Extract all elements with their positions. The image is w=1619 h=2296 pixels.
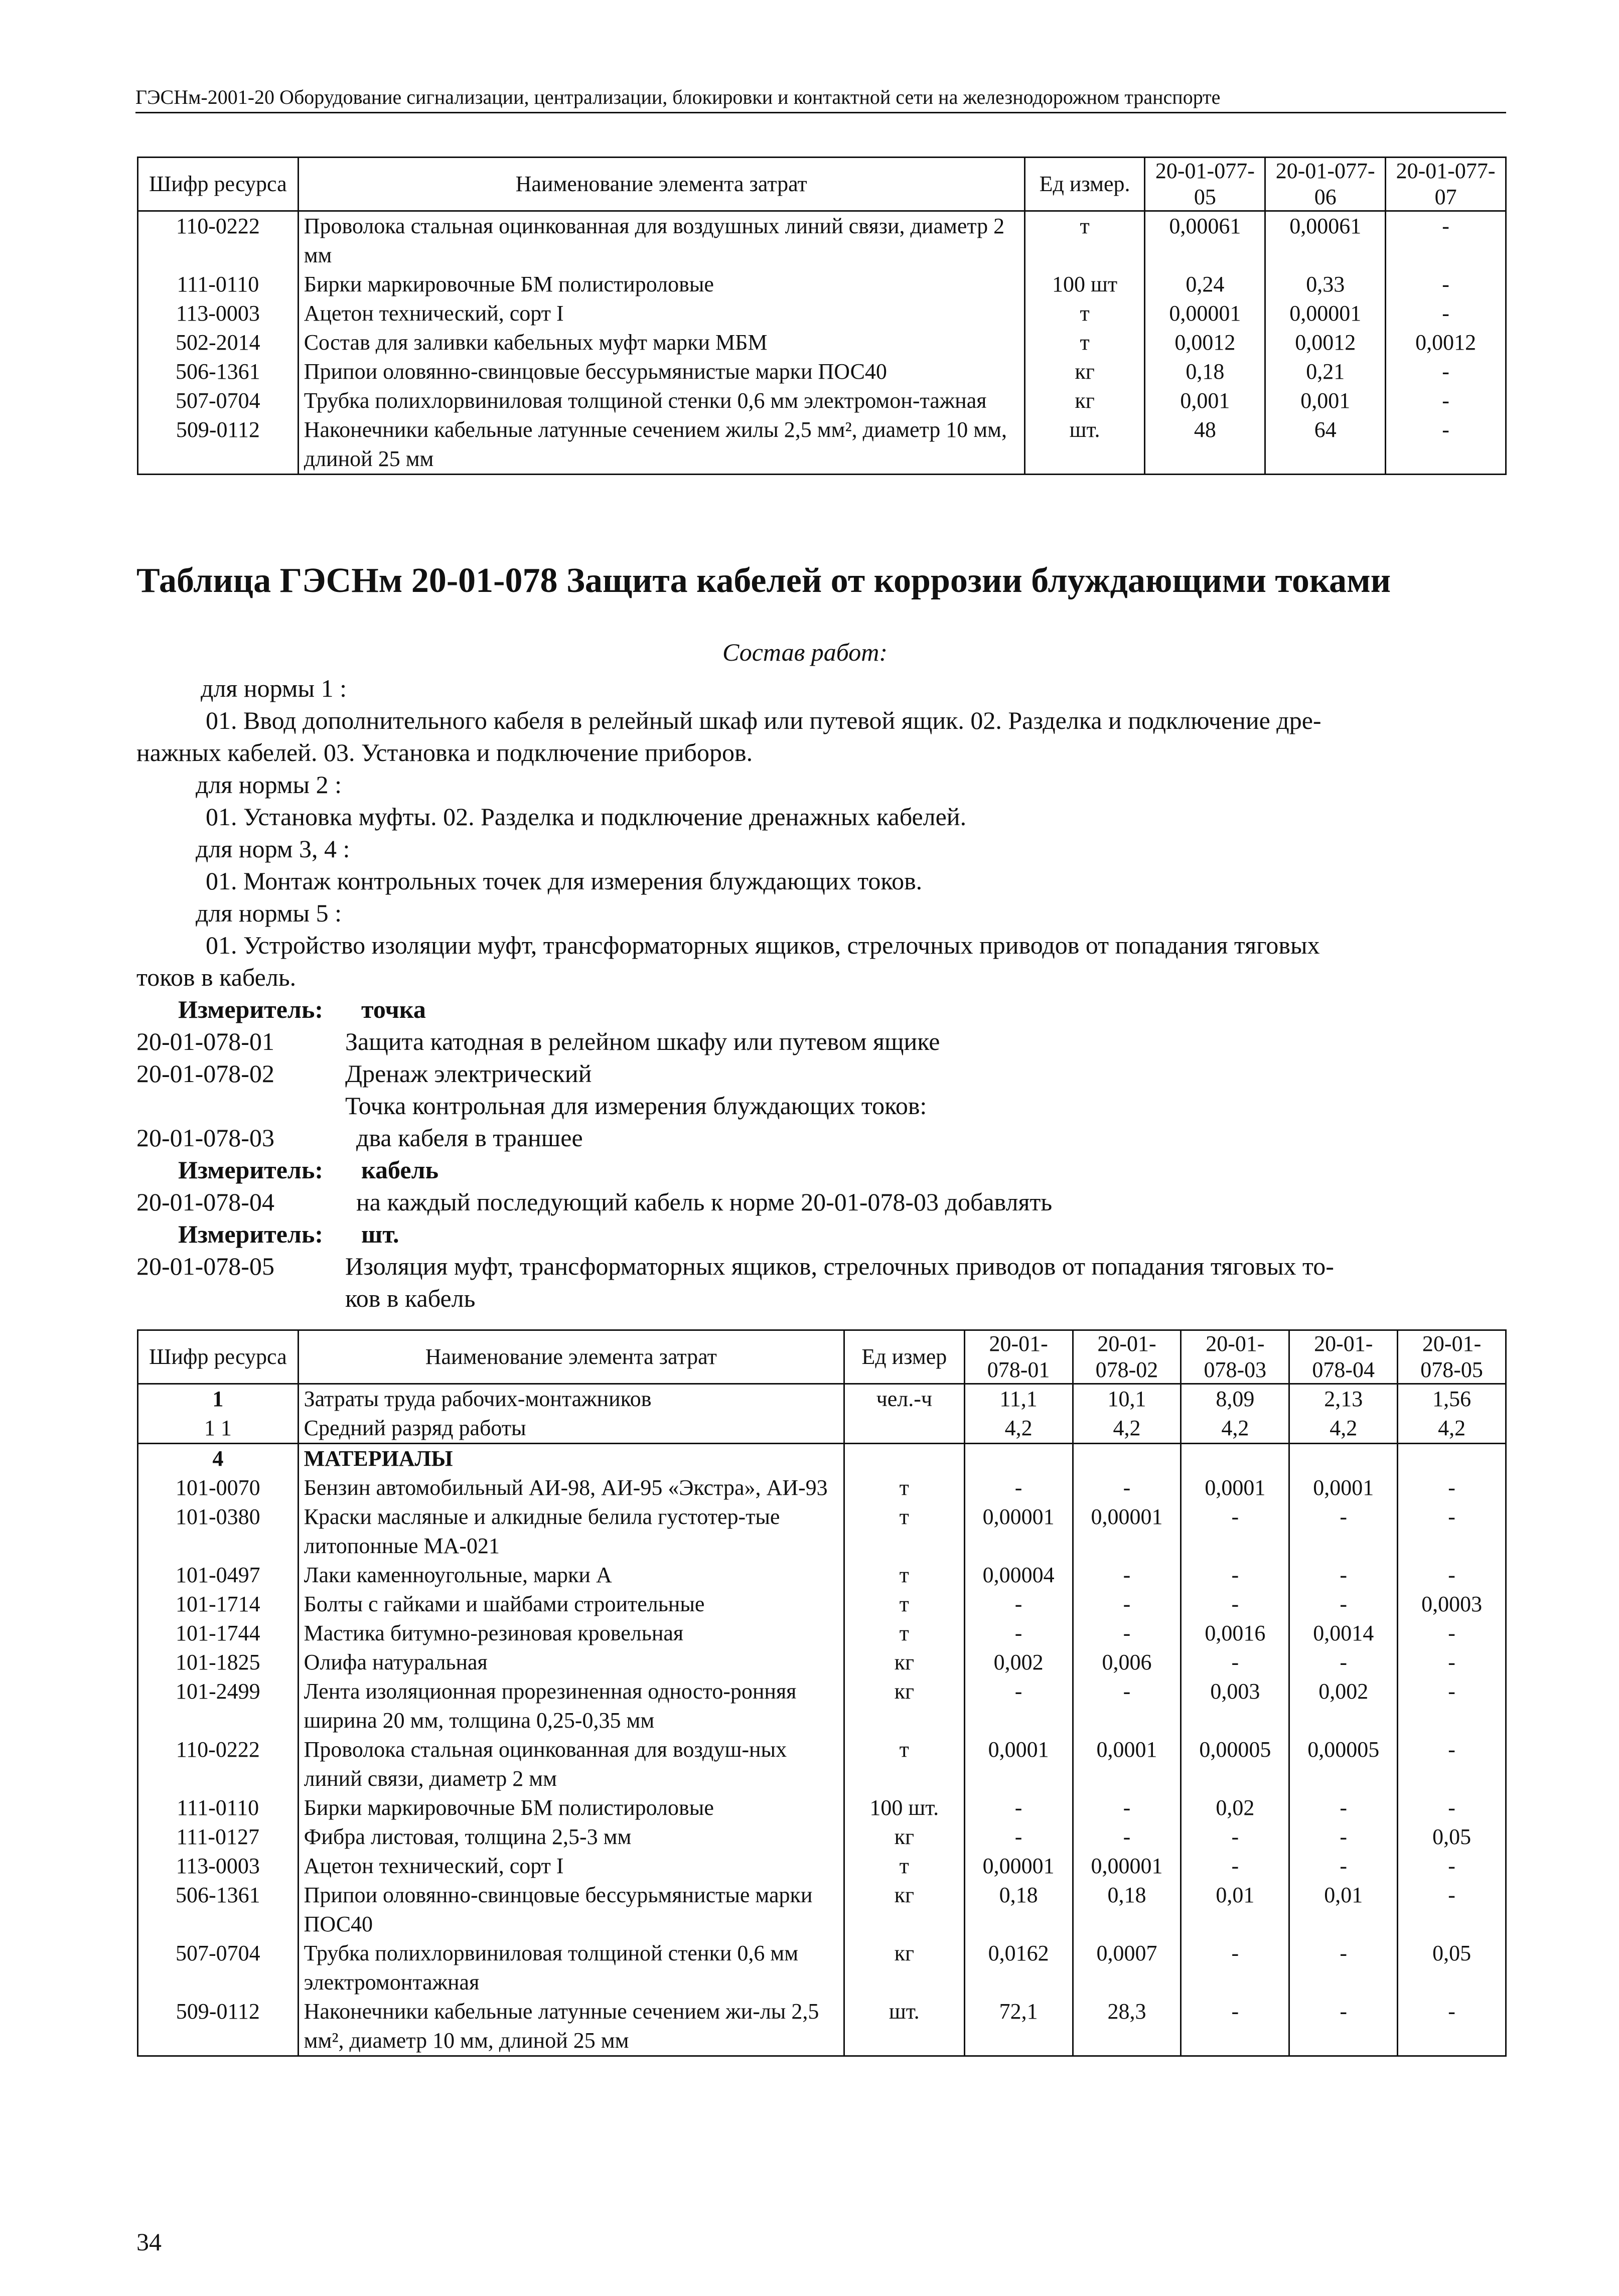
value-cell: 4,2 [1289,1414,1398,1444]
value-cell: - [964,1822,1073,1852]
value-cell: 64 [1265,415,1386,475]
value-cell: - [1289,1590,1398,1619]
unit-cell: т [1024,211,1145,270]
value-cell: 0,0001 [1289,1473,1398,1502]
value-cell: 2,13 [1289,1384,1398,1414]
resource-code: 101-1744 [138,1619,299,1648]
work-text: 01. Ввод дополнительного кабеля в релейный шкаф или путевой ящик. 02. Разделка и подключение дре- [206,706,1321,734]
value-cell: 0,33 [1265,270,1386,299]
resource-code: 101-1825 [138,1648,299,1677]
col-header: Шифр ресурса [138,1330,299,1384]
value-cell: 4,2 [964,1414,1073,1444]
resource-name: Трубка полихлорвиниловая толщиной стенки 0,6 мм электромонтажная [298,1939,844,1997]
unit-cell: кг [1024,357,1145,386]
resource-name: Средний разряд работы [298,1414,844,1444]
value-cell: - [1181,1502,1289,1561]
value-cell: 0,0012 [1265,328,1386,357]
value-cell: - [1398,1561,1506,1590]
value-cell: 28,3 [1073,1997,1181,2056]
value-cell: 4,2 [1398,1414,1506,1444]
table-row [138,1939,1506,1997]
value-cell: - [1398,1677,1506,1735]
unit-cell: кг [1024,386,1145,415]
table-row [138,1444,1506,1474]
meter-unit: кабель [361,1156,439,1184]
norm-label: для нормы 2 : [196,771,342,799]
resource-name: Болты с гайками и шайбами строительные [298,1590,844,1619]
resource-code: 111-0110 [138,270,299,299]
value-cell [1398,1444,1506,1474]
table-row [138,1677,1506,1735]
value-cell: - [1181,1852,1289,1881]
table-row [138,1793,1506,1822]
value-cell: - [1386,299,1506,328]
value-cell: - [964,1473,1073,1502]
value-cell: 0,00001 [1073,1852,1181,1881]
unit-cell [844,1444,964,1474]
value-cell: 0,0001 [964,1735,1073,1793]
norm-code: 20-01-078-01 [136,1027,274,1055]
work-text: 01. Установка муфты. 02. Разделка и подключение дренажных кабелей. [206,803,967,831]
resource-name: Проволока стальная оцинкованная для воздушных линий связи, диаметр 2 мм [298,211,1024,270]
resource-code: 101-0380 [138,1502,299,1561]
value-cell: 0,0162 [964,1939,1073,1997]
resource-code: 113-0003 [138,1852,299,1881]
unit-cell: т [844,1561,964,1590]
resource-code: 111-0110 [138,1793,299,1822]
resource-name: Лаки каменноугольные, марки А [298,1561,844,1590]
unit-cell: кг [844,1939,964,1997]
resource-code: 101-0497 [138,1561,299,1590]
resource-code: 509-0112 [138,415,299,475]
col-header: Наименование элемента затрат [298,1330,844,1384]
resource-name: Припои оловянно-свинцовые бессурьмянистые марки ПОС40 [298,1881,844,1939]
table-row [138,328,1506,357]
value-cell: 0,00001 [1073,1502,1181,1561]
unit-cell: шт. [1024,415,1145,475]
value-cell [1181,1444,1289,1474]
value-cell: 0,00005 [1181,1735,1289,1793]
resource-name: Припои оловянно-свинцовые бессурьмянистые марки ПОС40 [298,357,1024,386]
norm-code: 20-01-078-04 [136,1188,274,1216]
resource-code: 506-1361 [138,1881,299,1939]
value-cell: 0,0003 [1398,1590,1506,1619]
resource-code: 111-0127 [138,1822,299,1852]
value-cell: 0,0001 [1181,1473,1289,1502]
unit-cell: т [844,1590,964,1619]
col-header: Шифр ресурса [138,158,299,211]
col-header: Наименование элемента затрат [298,158,1024,211]
resource-code: 101-1714 [138,1590,299,1619]
value-cell: - [1398,1997,1506,2056]
value-cell: 4,2 [1181,1414,1289,1444]
value-cell: 0,05 [1398,1822,1506,1852]
value-cell: 72,1 [964,1997,1073,2056]
value-cell: 0,002 [1289,1677,1398,1735]
resource-code: 506-1361 [138,357,299,386]
table-row [138,1997,1506,2056]
col-header: Ед измер [844,1330,964,1384]
unit-cell: т [844,1852,964,1881]
value-cell: 0,0007 [1073,1939,1181,1997]
norm-description: два кабеля в траншее [356,1124,583,1152]
resource-code: 1 [138,1384,299,1414]
resource-code: 110-0222 [138,211,299,270]
table-row [138,1822,1506,1852]
norm-description: на каждый последующий кабель к норме 20-01-078-03 добавлять [356,1188,1053,1216]
value-cell: 0,00001 [1145,299,1265,328]
norm-description: Защита катодная в релейном шкафу или путевом ящике [345,1027,940,1055]
table-row [138,1384,1506,1414]
value-cell: - [1289,1939,1398,1997]
value-cell: 0,05 [1398,1939,1506,1997]
resource-name: Трубка полихлорвиниловая толщиной стенки 0,6 мм электромон-тажная [298,386,1024,415]
work-text: 01. Монтаж контрольных точек для измерения блуждающих токов. [206,867,923,895]
meter-label: Измеритель: [178,995,324,1023]
unit-cell: т [844,1619,964,1648]
value-cell: 0,00004 [964,1561,1073,1590]
norm-description: Изоляция муфт, трансформаторных ящиков, стрелочных приводов от попадания тяговых то- [345,1252,1334,1280]
value-cell: - [1398,1881,1506,1939]
col-header: 20-01-078-03 [1181,1330,1289,1384]
value-cell: 0,21 [1265,357,1386,386]
value-cell: - [1398,1619,1506,1648]
table-row [138,415,1506,475]
resource-table-078 [137,1329,1507,2057]
unit-cell: т [844,1473,964,1502]
table-row [138,1852,1506,1881]
work-text: 01. Устройство изоляции муфт, трансформаторных ящиков, стрелочных приводов от попадания тяговых [206,931,1320,959]
norm-label: для нормы 1 : [201,674,347,702]
meter-unit: шт. [361,1220,399,1248]
value-cell: - [1073,1473,1181,1502]
resource-name: Ацетон технический, сорт I [298,299,1024,328]
table-row [138,1590,1506,1619]
value-cell: 0,02 [1181,1793,1289,1822]
value-cell: - [1181,1561,1289,1590]
resource-name: Ацетон технический, сорт I [298,1852,844,1881]
value-cell: - [1073,1822,1181,1852]
meter-label: Измеритель: [178,1156,324,1184]
table-row [138,211,1506,270]
value-cell: - [1398,1502,1506,1561]
resource-code: 4 [138,1444,299,1474]
resource-code: 101-0070 [138,1473,299,1502]
unit-cell: т [1024,328,1145,357]
value-cell: - [1073,1793,1181,1822]
resource-name: Наконечники кабельные латунные сечением жи-лы 2,5 мм², диаметр 10 мм, длиной 25 мм [298,1997,844,2056]
table-row [138,299,1506,328]
value-cell: 11,1 [964,1384,1073,1414]
unit-cell: чел.-ч [844,1384,964,1414]
norm-description: ков в кабель [345,1284,476,1312]
value-cell: 8,09 [1181,1384,1289,1414]
unit-cell: кг [844,1881,964,1939]
col-header: 20-01-078-04 [1289,1330,1398,1384]
value-cell: - [1289,1852,1398,1881]
unit-cell: кг [844,1822,964,1852]
value-cell: 0,00001 [964,1852,1073,1881]
col-header: 20-01-077-06 [1265,158,1386,211]
meter-unit: точка [361,995,426,1023]
value-cell: - [1289,1822,1398,1852]
value-cell: - [964,1793,1073,1822]
resource-name: Затраты труда рабочих-монтажников [298,1384,844,1414]
resource-name: Состав для заливки кабельных муфт марки МБМ [298,328,1024,357]
value-cell: - [964,1590,1073,1619]
value-cell: 0,18 [1073,1881,1181,1939]
value-cell [1289,1444,1398,1474]
value-cell: - [964,1619,1073,1648]
resource-code: 1 1 [138,1414,299,1444]
value-cell: 0,01 [1181,1881,1289,1939]
value-cell: - [1181,1997,1289,2056]
resource-code: 507-0704 [138,1939,299,1997]
value-cell: - [1073,1561,1181,1590]
work-text: нажных кабелей. 03. Установка и подключение приборов. [136,738,753,767]
table-row [138,270,1506,299]
resource-name: Олифа натуральная [298,1648,844,1677]
unit-cell: т [844,1735,964,1793]
section-heading: МАТЕРИАЛЫ [298,1444,844,1474]
value-cell: 0,001 [1145,386,1265,415]
value-cell: 10,1 [1073,1384,1181,1414]
value-cell: - [1398,1648,1506,1677]
table-header-row [138,158,1506,211]
value-cell: 0,18 [1145,357,1265,386]
resource-name: Фибра листовая, толщина 2,5-3 мм [298,1822,844,1852]
work-composition-title: Состав работ: [722,638,888,666]
value-cell [1073,1444,1181,1474]
col-header: 20-01-078-02 [1073,1330,1181,1384]
value-cell: - [1289,1502,1398,1561]
col-header: Ед измер. [1024,158,1145,211]
work-text: токов в кабель. [136,963,297,991]
value-cell: - [1386,357,1506,386]
value-cell: - [1386,270,1506,299]
norm-label: для нормы 5 : [196,899,342,927]
table-row [138,1414,1506,1444]
value-cell: 0,00001 [1265,299,1386,328]
resource-table-077 [137,157,1507,475]
resource-name: Краски масляные и алкидные белила густотер-тые литопонные МА-021 [298,1502,844,1561]
table-row [138,386,1506,415]
value-cell: 0,00061 [1145,211,1265,270]
value-cell: 0,01 [1289,1881,1398,1939]
norm-description: Дренаж электрический [345,1059,592,1088]
value-cell: 0,001 [1265,386,1386,415]
value-cell: - [1289,1561,1398,1590]
value-cell: - [1073,1619,1181,1648]
table-row [138,1648,1506,1677]
resource-name: Бирки маркировочные БМ полистироловые [298,270,1024,299]
running-header: ГЭСНм-2001-20 Оборудование сигнализации, централизации, блокировки и контактной сети на железнодорожном транспорте [135,85,1506,113]
norm-code: 20-01-078-03 [136,1124,274,1152]
value-cell: - [1398,1735,1506,1793]
value-cell: - [1398,1473,1506,1502]
value-cell: - [1181,1939,1289,1997]
value-cell: 0,00005 [1289,1735,1398,1793]
value-cell: - [1398,1793,1506,1822]
value-cell: - [1386,415,1506,475]
table-row [138,1881,1506,1939]
value-cell: - [1398,1852,1506,1881]
value-cell: 0,0001 [1073,1735,1181,1793]
resource-name: Наконечники кабельные латунные сечением жилы 2,5 мм², диаметр 10 мм, длиной 25 мм [298,415,1024,475]
resource-code: 507-0704 [138,386,299,415]
unit-cell: 100 шт. [844,1793,964,1822]
value-cell: 0,0016 [1181,1619,1289,1648]
value-cell: - [1386,386,1506,415]
table-row [138,357,1506,386]
resource-name: Бирки маркировочные БМ полистироловые [298,1793,844,1822]
value-cell [964,1444,1073,1474]
value-cell: - [1181,1648,1289,1677]
value-cell: - [1289,1997,1398,2056]
value-cell: 48 [1145,415,1265,475]
value-cell: - [1073,1590,1181,1619]
resource-code: 113-0003 [138,299,299,328]
value-cell: - [1073,1677,1181,1735]
table-row [138,1619,1506,1648]
unit-cell: т [844,1502,964,1561]
table-row [138,1502,1506,1561]
value-cell: 0,24 [1145,270,1265,299]
value-cell: 0,002 [964,1648,1073,1677]
value-cell: 0,00061 [1265,211,1386,270]
value-cell: - [964,1677,1073,1735]
unit-cell: кг [844,1648,964,1677]
resource-code: 502-2014 [138,328,299,357]
resource-name: Проволока стальная оцинкованная для воздуш-ных линий связи, диаметр 2 мм [298,1735,844,1793]
unit-cell: кг [844,1677,964,1735]
resource-code: 509-0112 [138,1997,299,2056]
meter-label: Измеритель: [178,1220,324,1248]
section-title: Таблица ГЭСНм 20-01-078 Защита кабелей от коррозии блуждающими токами [136,561,1391,600]
table-row [138,1561,1506,1590]
table-header-row [138,1330,1506,1384]
page-number: 34 [136,2228,162,2256]
col-header: 20-01-078-01 [964,1330,1073,1384]
resource-name: Мастика битумно-резиновая кровельная [298,1619,844,1648]
value-cell: - [1386,211,1506,270]
unit-cell: шт. [844,1997,964,2056]
resource-code: 101-2499 [138,1677,299,1735]
value-cell: 4,2 [1073,1414,1181,1444]
norm-description: Точка контрольная для измерения блуждающих токов: [345,1092,927,1120]
value-cell: 1,56 [1398,1384,1506,1414]
norm-code: 20-01-078-02 [136,1059,274,1088]
norm-code: 20-01-078-05 [136,1252,274,1280]
resource-name: Бензин автомобильный АИ-98, АИ-95 «Экстра», АИ-93 [298,1473,844,1502]
table-row [138,1735,1506,1793]
value-cell: - [1181,1822,1289,1852]
value-cell: - [1289,1648,1398,1677]
unit-cell: т [1024,299,1145,328]
table-row [138,1473,1506,1502]
col-header: 20-01-077-05 [1145,158,1265,211]
value-cell: - [1181,1590,1289,1619]
value-cell: 0,0014 [1289,1619,1398,1648]
value-cell: 0,00001 [964,1502,1073,1561]
value-cell: 0,003 [1181,1677,1289,1735]
resource-name: Лента изоляционная прорезиненная односто-ронняя ширина 20 мм, толщина 0,25-0,35 мм [298,1677,844,1735]
value-cell: - [1289,1793,1398,1822]
value-cell: 0,006 [1073,1648,1181,1677]
norm-label: для норм 3, 4 : [196,835,350,863]
col-header: 20-01-078-05 [1398,1330,1506,1384]
value-cell: 0,0012 [1145,328,1265,357]
unit-cell: 100 шт [1024,270,1145,299]
value-cell: 0,18 [964,1881,1073,1939]
resource-code: 110-0222 [138,1735,299,1793]
value-cell: 0,0012 [1386,328,1506,357]
unit-cell [844,1414,964,1444]
col-header: 20-01-077-07 [1386,158,1506,211]
